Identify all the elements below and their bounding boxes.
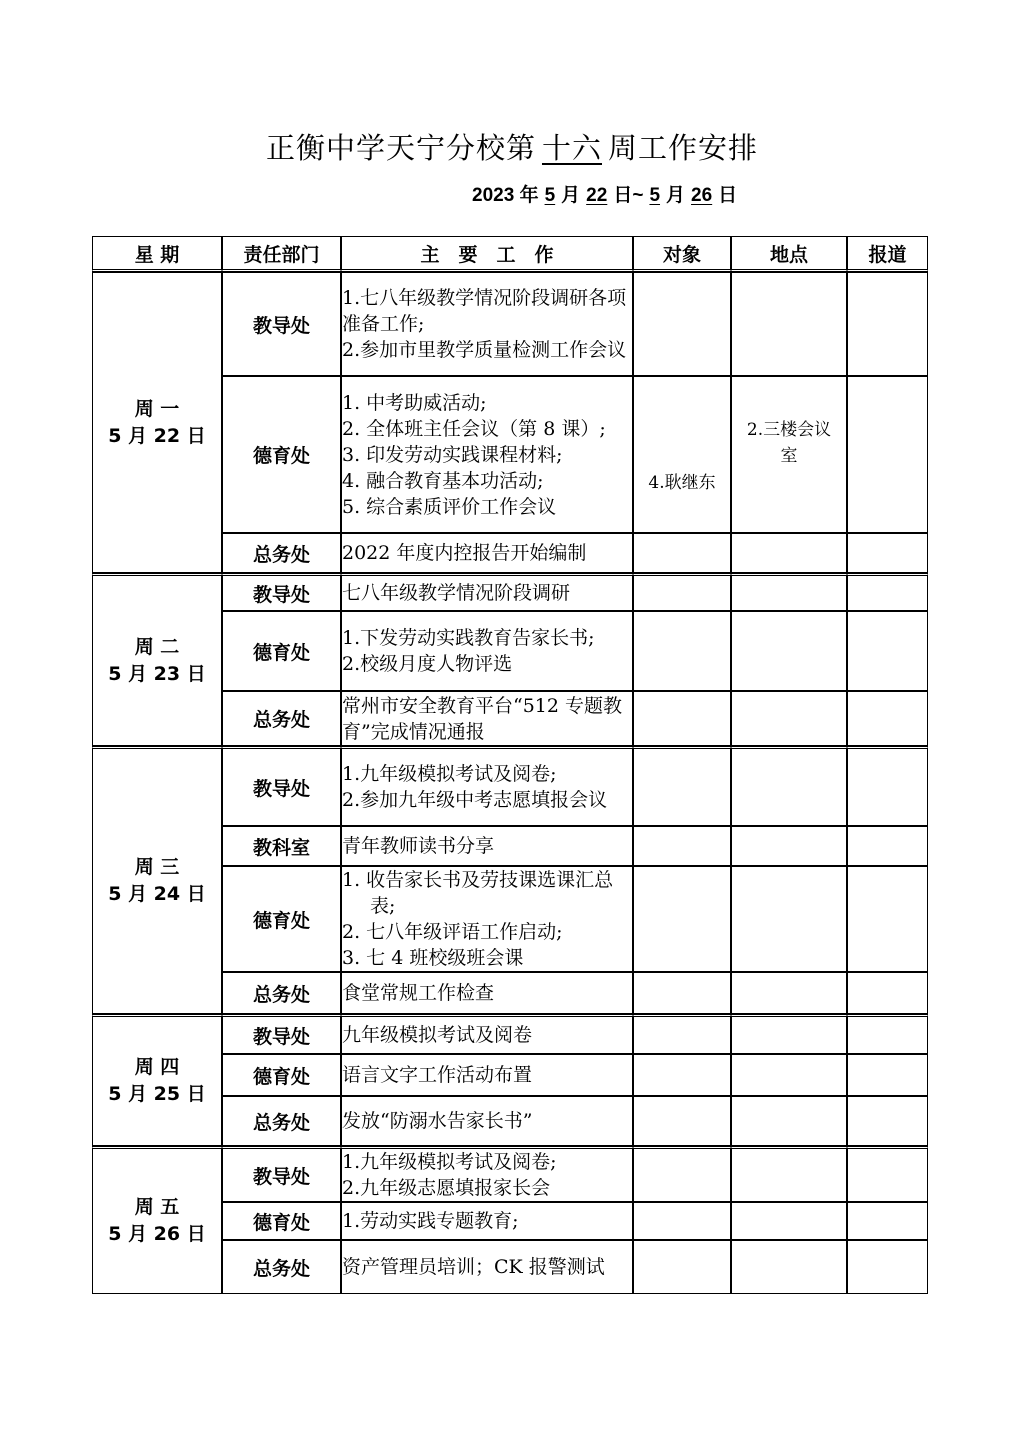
dept-cell: 教导处 [222, 1014, 341, 1054]
target-cell [633, 533, 731, 573]
place-cell [731, 691, 847, 746]
work-line: 2. 全体班主任会议（第 8 课）; [342, 417, 606, 440]
header-work: 主 要 工 作 [341, 236, 633, 272]
target-cell [633, 1096, 731, 1146]
work-line: 1. 中考助威活动; [342, 391, 487, 414]
work-cell [341, 691, 633, 746]
place-cell [731, 272, 847, 376]
dept-cell: 教科室 [222, 826, 341, 866]
work-cell [341, 1096, 633, 1146]
work-line: 语言文字工作活动布置 [342, 1064, 533, 1086]
target-cell [633, 1240, 731, 1294]
work-cell [341, 573, 633, 611]
place-cell [731, 826, 847, 866]
work-cell [341, 272, 633, 376]
table-row [92, 272, 928, 376]
dept-cell: 总务处 [222, 1240, 341, 1294]
header-day: 星 期 [92, 236, 222, 272]
work-line: 2022 年度内控报告开始编制 [342, 542, 587, 564]
work-cell [341, 1202, 633, 1240]
place-cell [731, 866, 847, 972]
date-label: 年 [519, 185, 539, 206]
day-cell [92, 746, 222, 1014]
date-start-month: 5 [544, 185, 556, 206]
target-cell [633, 972, 731, 1014]
dept-cell: 德育处 [222, 1054, 341, 1096]
work-line: 青年教师读书分享 [342, 835, 495, 857]
work-line: 食堂常规工作检查 [342, 982, 495, 1004]
target-cell: 4.耿继东 [633, 376, 731, 533]
report-cell [847, 1054, 928, 1096]
target-cell [633, 1054, 731, 1096]
date-start-day: 22 [586, 185, 608, 206]
work-cell [341, 611, 633, 691]
report-cell [847, 746, 928, 826]
day-date: 5 月 23 日 [108, 662, 206, 685]
dept-cell: 总务处 [222, 1096, 341, 1146]
place-cell [731, 573, 847, 611]
dept-cell: 教导处 [222, 272, 341, 376]
work-cell [341, 376, 633, 533]
place-cell [731, 1054, 847, 1096]
page-title [0, 126, 1024, 167]
report-cell [847, 1146, 928, 1202]
work-cell [341, 533, 633, 573]
place-cell [731, 1240, 847, 1294]
work-line: 1.下发劳动实践教育告家长书; [342, 627, 595, 649]
report-cell [847, 691, 928, 746]
work-line: 1.七八年级教学情况阶段调研各项准备工作; [342, 287, 627, 335]
date-label: 月 [666, 185, 686, 206]
work-line: 3. 印发劳动实践课程材料; [342, 443, 563, 466]
work-line: 4. 融合教育基本功活动; [342, 469, 544, 492]
report-cell [847, 1014, 928, 1054]
place-cell [731, 1202, 847, 1240]
dept-cell: 教导处 [222, 746, 341, 826]
table-row [92, 1014, 928, 1054]
work-cell [341, 826, 633, 866]
target-cell [633, 1202, 731, 1240]
work-line: 1.九年级模拟考试及阅卷; [342, 1151, 557, 1173]
day-date: 5 月 24 日 [108, 883, 206, 905]
date-label: 月 [561, 185, 581, 206]
target-cell [633, 691, 731, 746]
place-cell [731, 746, 847, 826]
work-line: 常州市安全教育平台“512 专题教育”完成情况通报 [342, 694, 623, 743]
place-cell [731, 1014, 847, 1054]
work-line: 1.劳动实践专题教育; [342, 1210, 519, 1232]
date-range [472, 180, 737, 207]
work-cell [341, 972, 633, 1014]
day-name: 周 五 [134, 1196, 180, 1218]
date-end-month: 5 [649, 185, 661, 206]
day-date: 5 月 22 日 [108, 424, 206, 447]
target-cell [633, 746, 731, 826]
target-cell [633, 272, 731, 376]
dept-cell: 总务处 [222, 533, 341, 573]
date-year: 2023 [472, 185, 515, 206]
report-cell [847, 533, 928, 573]
date-separator: ~ [632, 185, 644, 206]
day-name: 周 四 [134, 1056, 180, 1078]
report-cell [847, 611, 928, 691]
work-line: 3. 七 4 班校级班会课 [342, 947, 524, 969]
title-suffix: 周工作安排 [608, 131, 759, 165]
work-line: 九年级模拟考试及阅卷 [342, 1024, 533, 1046]
day-cell [92, 272, 222, 573]
header-dept: 责任部门 [222, 236, 341, 272]
place-cell [731, 533, 847, 573]
report-cell [847, 272, 928, 376]
day-cell [92, 1014, 222, 1146]
work-line: 2.九年级志愿填报家长会 [342, 1177, 551, 1199]
dept-cell: 德育处 [222, 376, 341, 533]
header-report: 报道 [847, 236, 928, 272]
place-cell [731, 611, 847, 691]
work-line: 资产管理员培训；CK 报警测试 [342, 1256, 605, 1278]
title-week-number: 十六 [541, 131, 602, 165]
title-prefix: 正衡中学天宁分校第 [265, 131, 536, 165]
dept-cell: 德育处 [222, 1202, 341, 1240]
work-cell [341, 866, 633, 972]
work-line: 2. 七八年级评语工作启动; [342, 921, 563, 943]
report-cell [847, 1240, 928, 1294]
work-line: 2.参加九年级中考志愿填报会议 [342, 789, 608, 811]
work-line: 2.参加市里教学质量检测工作会议 [342, 339, 627, 361]
header-place: 地点 [731, 236, 847, 272]
date-end-day: 26 [691, 185, 713, 206]
report-cell [847, 376, 928, 533]
day-name: 周 三 [134, 856, 180, 878]
dept-cell: 教导处 [222, 1146, 341, 1202]
report-cell [847, 573, 928, 611]
dept-cell: 总务处 [222, 972, 341, 1014]
place-cell: 2.三楼会议室 [731, 376, 847, 533]
report-cell [847, 972, 928, 1014]
target-cell [633, 1014, 731, 1054]
target-cell [633, 1146, 731, 1202]
day-name: 周 二 [134, 635, 180, 658]
dept-cell: 教导处 [222, 573, 341, 611]
day-date: 5 月 25 日 [108, 1083, 206, 1105]
work-line: 发放“防溺水告家长书” [342, 1110, 533, 1132]
date-label: 日 [718, 185, 738, 206]
work-cell [341, 1014, 633, 1054]
work-cell [341, 1240, 633, 1294]
dept-cell: 德育处 [222, 866, 341, 972]
header-target: 对象 [633, 236, 731, 272]
day-name: 周 一 [134, 397, 180, 420]
table-header-row [92, 236, 928, 272]
date-label: 日 [613, 185, 633, 206]
work-line: 1. 收告家长书及劳技课选课汇总表; [342, 869, 614, 917]
dept-cell: 总务处 [222, 691, 341, 746]
dept-cell: 德育处 [222, 611, 341, 691]
place-cell [731, 972, 847, 1014]
report-cell [847, 1202, 928, 1240]
target-cell [633, 611, 731, 691]
work-line: 5. 综合素质评价工作会议 [342, 495, 557, 518]
report-cell [847, 1096, 928, 1146]
target-cell [633, 866, 731, 972]
day-cell [92, 1146, 222, 1294]
report-cell [847, 866, 928, 972]
table-row [92, 1146, 928, 1202]
target-cell [633, 573, 731, 611]
work-line: 七八年级教学情况阶段调研 [342, 582, 571, 604]
table-row [92, 573, 928, 611]
work-cell [341, 1146, 633, 1202]
work-cell [341, 1054, 633, 1096]
work-line: 2.校级月度人物评选 [342, 653, 513, 675]
work-line: 1.九年级模拟考试及阅卷; [342, 763, 557, 785]
place-cell [731, 1146, 847, 1202]
target-cell [633, 826, 731, 866]
day-date: 5 月 26 日 [108, 1223, 206, 1245]
report-cell [847, 826, 928, 866]
day-cell [92, 573, 222, 746]
table-row [92, 746, 928, 826]
place-cell [731, 1096, 847, 1146]
work-cell [341, 746, 633, 826]
schedule-table [92, 236, 928, 1294]
